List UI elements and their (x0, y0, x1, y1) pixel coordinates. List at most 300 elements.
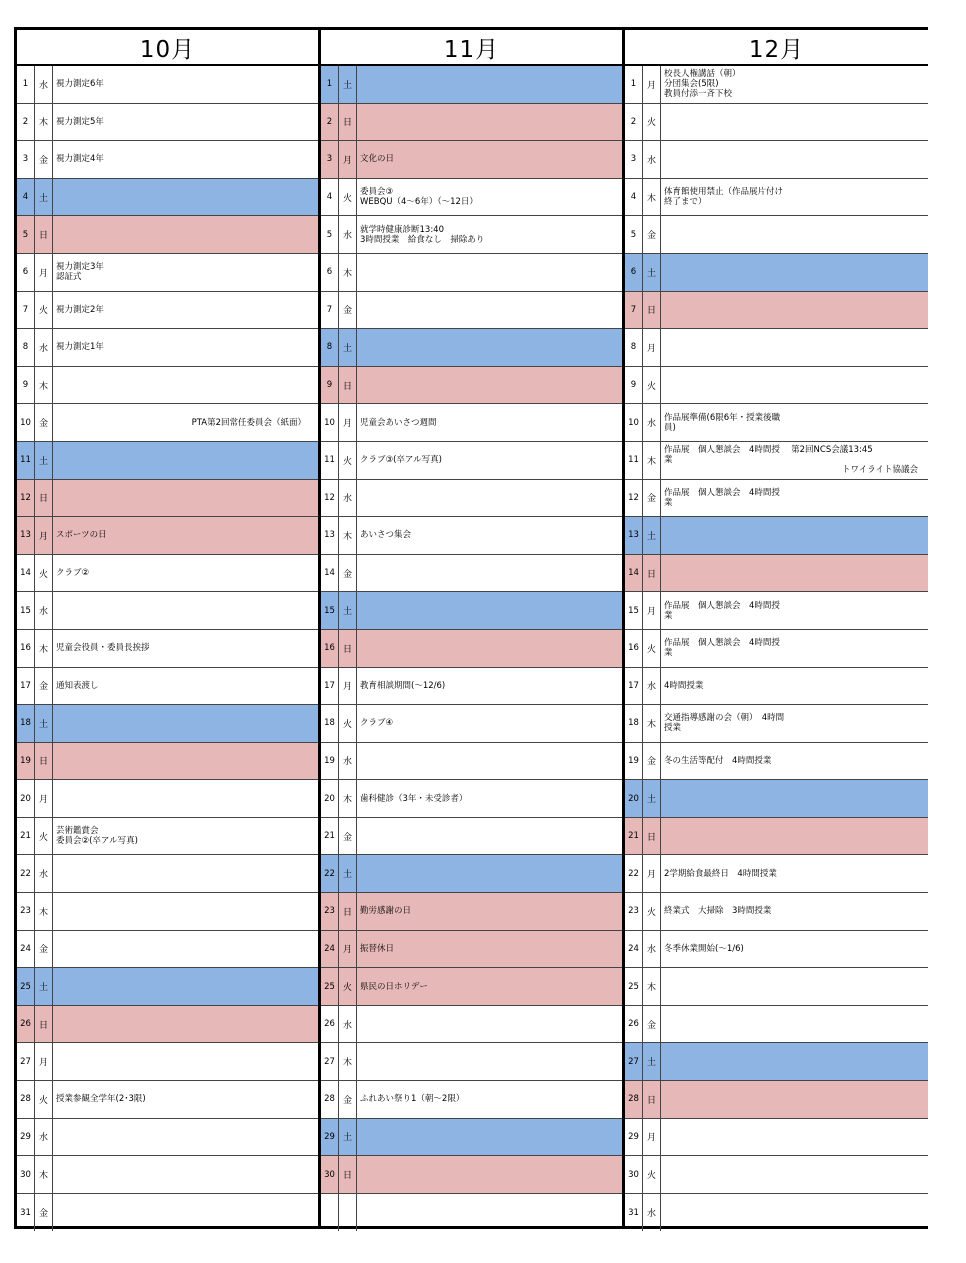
day-number: 5 (321, 216, 339, 253)
day-number: 14 (625, 555, 643, 592)
day-row (321, 66, 622, 104)
event-cell (357, 743, 622, 780)
day-number: 17 (17, 668, 35, 705)
weekday: 日 (339, 630, 357, 667)
day-row (625, 705, 928, 743)
weekday: 金 (339, 1081, 357, 1118)
event-text: あいさつ集会 (360, 530, 412, 541)
event-cell (357, 1081, 622, 1118)
day-number: 30 (17, 1156, 35, 1193)
day-row (17, 555, 318, 593)
day-number: 13 (321, 517, 339, 554)
day-row (17, 66, 318, 104)
day-row (321, 1119, 622, 1157)
day-number: 5 (625, 216, 643, 253)
day-row (17, 705, 318, 743)
event-cell (53, 1119, 318, 1156)
event-cell (53, 1081, 318, 1118)
weekday: 木 (35, 630, 53, 667)
weekday: 火 (35, 1081, 53, 1118)
event-text: 4時間授業 (664, 680, 704, 691)
weekday: 木 (35, 367, 53, 404)
event-cell (53, 743, 318, 780)
weekday: 火 (339, 705, 357, 742)
event-cell (53, 968, 318, 1005)
day-number: 14 (321, 555, 339, 592)
day-row (625, 780, 928, 818)
day-row (625, 1156, 928, 1194)
event-text: 授業 (664, 723, 682, 734)
day-list (17, 66, 318, 1231)
weekday: 月 (35, 1043, 53, 1080)
event-cell (53, 818, 318, 855)
event-text: クラブ② (56, 568, 90, 579)
event-cell (53, 592, 318, 629)
event-text: 通知表渡し (56, 680, 99, 691)
day-number: 1 (625, 66, 643, 103)
weekday: 水 (643, 1194, 661, 1232)
weekday: 土 (643, 517, 661, 554)
day-number: 6 (17, 254, 35, 291)
event-cell (661, 1081, 928, 1118)
day-number: 8 (321, 329, 339, 366)
day-row (17, 743, 318, 781)
event-cell (661, 818, 928, 855)
day-number: 15 (321, 592, 339, 629)
month-december (622, 30, 928, 1226)
weekday: 月 (339, 931, 357, 968)
event-cell (661, 668, 928, 705)
event-text: 2学期給食最終日 4時間授業 (664, 868, 777, 879)
day-number: 11 (625, 442, 643, 479)
day-row (321, 1043, 622, 1081)
weekday: 土 (35, 968, 53, 1005)
day-row (625, 1043, 928, 1081)
weekday: 土 (35, 179, 53, 216)
day-row (625, 254, 928, 292)
weekday: 火 (643, 104, 661, 141)
day-number: 27 (17, 1043, 35, 1080)
event-cell (53, 668, 318, 705)
day-row (625, 442, 928, 480)
day-row (17, 780, 318, 818)
day-row (625, 404, 928, 442)
event-cell (661, 292, 928, 329)
weekday: 木 (339, 517, 357, 554)
day-row (17, 1043, 318, 1081)
day-number: 29 (321, 1119, 339, 1156)
day-number: 2 (17, 104, 35, 141)
event-text: 県民の日ホリデー (360, 981, 428, 992)
weekday: 土 (643, 1043, 661, 1080)
day-row (17, 630, 318, 668)
day-number: 30 (625, 1156, 643, 1193)
weekday: 木 (643, 179, 661, 216)
event-cell (661, 893, 928, 930)
weekday: 水 (643, 404, 661, 441)
day-number: 26 (17, 1006, 35, 1043)
event-cell (661, 104, 928, 141)
day-row (17, 968, 318, 1006)
event-text: 教員付添一斉下校 (664, 89, 733, 100)
event-cell (357, 931, 622, 968)
event-text: 児童会役員・委員長挨拶 (56, 643, 150, 654)
day-number: 18 (625, 705, 643, 742)
weekday: 水 (35, 329, 53, 366)
event-cell (53, 1156, 318, 1193)
event-cell (53, 1194, 318, 1232)
event-cell (357, 480, 622, 517)
weekday: 金 (35, 141, 53, 178)
event-cell (661, 329, 928, 366)
weekday: 日 (643, 292, 661, 329)
day-number: 6 (321, 254, 339, 291)
day-row (321, 668, 622, 706)
day-number: 25 (17, 968, 35, 1005)
event-cell (661, 179, 928, 216)
day-number: 10 (321, 404, 339, 441)
day-number: 1 (321, 66, 339, 103)
day-number: 28 (321, 1081, 339, 1118)
weekday: 月 (339, 141, 357, 178)
event-cell (53, 141, 318, 178)
day-row (625, 141, 928, 179)
event-cell (661, 1043, 928, 1080)
event-cell (53, 855, 318, 892)
day-number: 13 (625, 517, 643, 554)
event-cell (661, 555, 928, 592)
event-text: 振替休日 (360, 943, 395, 954)
day-row (625, 1119, 928, 1157)
event-cell (53, 893, 318, 930)
weekday: 火 (35, 555, 53, 592)
weekday: 水 (339, 743, 357, 780)
weekday: 木 (35, 1156, 53, 1193)
day-row (17, 1006, 318, 1044)
weekday: 金 (643, 480, 661, 517)
event-text: 授業参観全学年(2･3限) (56, 1094, 146, 1105)
event-text: 視力測定3年 (56, 262, 104, 273)
event-text: 業 (664, 648, 673, 659)
event-text: 委員会③ (360, 187, 394, 198)
day-row (625, 968, 928, 1006)
day-row (17, 404, 318, 442)
weekday: 金 (35, 668, 53, 705)
day-row (625, 743, 928, 781)
weekday: 金 (643, 1006, 661, 1043)
event-cell (357, 1156, 622, 1193)
day-row (625, 592, 928, 630)
weekday: 木 (643, 968, 661, 1005)
event-cell (661, 968, 928, 1005)
event-cell (357, 1194, 622, 1232)
day-row (625, 517, 928, 555)
event-text: 交通指導感謝の会（朝） 4時間 (664, 713, 785, 724)
day-row (321, 855, 622, 893)
event-text: 教育相談期間(～12/6) (360, 680, 446, 691)
event-text: 児童会あいさつ週間 (360, 417, 437, 428)
event-cell (357, 893, 622, 930)
day-number: 23 (625, 893, 643, 930)
weekday: 金 (35, 931, 53, 968)
weekday: 月 (643, 1119, 661, 1156)
weekday: 金 (339, 555, 357, 592)
day-number: 2 (625, 104, 643, 141)
event-text: WEBQU（4～6年）（～12日） (360, 197, 478, 208)
event-cell (53, 480, 318, 517)
weekday: 土 (643, 780, 661, 817)
day-number: 28 (17, 1081, 35, 1118)
weekday: 木 (35, 893, 53, 930)
weekday: 月 (35, 517, 53, 554)
weekday: 日 (643, 818, 661, 855)
day-number: 29 (17, 1119, 35, 1156)
day-row (321, 592, 622, 630)
event-cell (661, 480, 928, 517)
event-cell (661, 592, 928, 629)
day-number: 11 (321, 442, 339, 479)
day-row (17, 104, 318, 142)
day-number: 29 (625, 1119, 643, 1156)
day-number: 11 (17, 442, 35, 479)
day-row (625, 1006, 928, 1044)
day-row (321, 254, 622, 292)
day-number: 31 (17, 1194, 35, 1232)
day-number: 3 (625, 141, 643, 178)
event-cell (357, 968, 622, 1005)
day-number: 16 (321, 630, 339, 667)
month-title: 10月 (17, 30, 318, 66)
day-number: 24 (625, 931, 643, 968)
day-row (321, 1006, 622, 1044)
day-row (321, 931, 622, 969)
day-row (17, 480, 318, 518)
event-text: 終了まで） (664, 197, 707, 208)
day-number: 27 (321, 1043, 339, 1080)
event-cell (53, 292, 318, 329)
weekday: 月 (35, 780, 53, 817)
day-row (625, 329, 928, 367)
event-cell (357, 1119, 622, 1156)
event-text: 冬季休業開始(～1/6) (664, 943, 744, 954)
weekday: 日 (35, 743, 53, 780)
month-october (14, 30, 318, 1226)
event-cell (53, 705, 318, 742)
day-row (625, 292, 928, 330)
event-cell (357, 216, 622, 253)
day-number: 8 (625, 329, 643, 366)
event-cell (661, 931, 928, 968)
day-row (17, 517, 318, 555)
day-number: 7 (321, 292, 339, 329)
day-row (625, 668, 928, 706)
event-cell (661, 855, 928, 892)
event-text: 業 (664, 455, 673, 466)
day-number: 21 (17, 818, 35, 855)
weekday: 木 (339, 780, 357, 817)
day-row (17, 893, 318, 931)
event-text: 3時間授業 給食なし 掃除あり (360, 234, 485, 245)
event-text: 終業式 大掃除 3時間授業 (664, 906, 772, 917)
day-row (625, 1194, 928, 1232)
event-cell (661, 367, 928, 404)
weekday: 日 (339, 893, 357, 930)
day-number: 10 (625, 404, 643, 441)
weekday: 水 (35, 855, 53, 892)
weekday: 水 (35, 1119, 53, 1156)
weekday: 火 (643, 893, 661, 930)
day-row (321, 480, 622, 518)
day-number: 12 (625, 480, 643, 517)
weekday: 土 (339, 66, 357, 103)
event-cell (357, 1043, 622, 1080)
weekday: 水 (339, 480, 357, 517)
weekday: 土 (35, 705, 53, 742)
day-row (321, 1156, 622, 1194)
day-number (321, 1194, 339, 1232)
event-cell (357, 555, 622, 592)
day-number: 28 (625, 1081, 643, 1118)
event-text: 業 (664, 497, 673, 508)
day-number: 27 (625, 1043, 643, 1080)
event-text: 芸術鑑賞会 (56, 826, 99, 837)
day-number: 4 (17, 179, 35, 216)
event-text: 認証式 (56, 272, 82, 283)
event-cell (661, 216, 928, 253)
day-number: 3 (17, 141, 35, 178)
event-cell (357, 630, 622, 667)
day-number: 19 (17, 743, 35, 780)
day-number: 1 (17, 66, 35, 103)
day-list (321, 66, 622, 1231)
weekday: 木 (643, 705, 661, 742)
day-number: 16 (625, 630, 643, 667)
weekday: 水 (643, 668, 661, 705)
weekday: 土 (339, 329, 357, 366)
day-number: 9 (625, 367, 643, 404)
day-row (321, 216, 622, 254)
day-row (625, 630, 928, 668)
weekday (339, 1194, 357, 1232)
weekday: 月 (35, 254, 53, 291)
event-cell (357, 705, 622, 742)
event-cell (357, 367, 622, 404)
event-text: 視力測定6年 (56, 79, 104, 90)
event-text: 視力測定4年 (56, 154, 104, 165)
event-text: 冬の生活等配付 4時間授業 (664, 755, 772, 766)
event-cell (661, 517, 928, 554)
event-cell (357, 104, 622, 141)
weekday: 水 (35, 66, 53, 103)
day-row (17, 141, 318, 179)
weekday: 火 (35, 292, 53, 329)
event-cell (357, 404, 622, 441)
weekday: 水 (339, 1006, 357, 1043)
day-number: 15 (625, 592, 643, 629)
weekday: 日 (35, 480, 53, 517)
weekday: 土 (35, 442, 53, 479)
weekday: 金 (35, 1194, 53, 1232)
weekday: 火 (339, 179, 357, 216)
event-cell (357, 592, 622, 629)
event-text: 作品展準備(6限6年・授業後職 (664, 412, 781, 423)
day-row (321, 442, 622, 480)
day-row (625, 104, 928, 142)
day-row (625, 931, 928, 969)
day-number: 14 (17, 555, 35, 592)
day-row (321, 705, 622, 743)
day-number: 19 (625, 743, 643, 780)
event-cell (357, 329, 622, 366)
event-cell (357, 141, 622, 178)
day-row (321, 968, 622, 1006)
event-cell (53, 179, 318, 216)
event-cell (53, 66, 318, 103)
day-row (321, 818, 622, 856)
weekday: 火 (35, 818, 53, 855)
weekday: 水 (339, 216, 357, 253)
day-number: 26 (625, 1006, 643, 1043)
event-text: 作品展 個人懇談会 4時間授 (664, 487, 780, 498)
day-number: 25 (321, 968, 339, 1005)
event-cell (357, 1006, 622, 1043)
event-cell (357, 66, 622, 103)
weekday: 月 (643, 66, 661, 103)
event-text: 視力測定2年 (56, 304, 104, 315)
day-row (321, 367, 622, 405)
event-cell (661, 66, 928, 103)
day-number: 20 (17, 780, 35, 817)
weekday: 火 (643, 367, 661, 404)
event-text: 作品展 個人懇談会 4時間授 第2回NCS会議13:45 (664, 445, 873, 456)
event-cell (53, 780, 318, 817)
event-cell (53, 1043, 318, 1080)
event-cell (53, 931, 318, 968)
day-row (321, 404, 622, 442)
event-cell (357, 780, 622, 817)
weekday: 月 (643, 329, 661, 366)
day-row (625, 66, 928, 104)
day-number: 20 (321, 780, 339, 817)
day-number: 20 (625, 780, 643, 817)
event-text: 文化の日 (360, 154, 395, 165)
event-text: 分団集会(5限) (664, 79, 719, 90)
day-number: 22 (321, 855, 339, 892)
day-row (321, 292, 622, 330)
day-number: 18 (17, 705, 35, 742)
event-cell (357, 668, 622, 705)
day-number: 9 (321, 367, 339, 404)
weekday: 日 (643, 1081, 661, 1118)
weekday: 火 (643, 630, 661, 667)
day-row (321, 780, 622, 818)
event-text: 就学時健康診断13:40 (360, 224, 444, 235)
weekday: 日 (35, 216, 53, 253)
day-number: 23 (321, 893, 339, 930)
event-cell (661, 743, 928, 780)
day-number: 6 (625, 254, 643, 291)
event-text: 体育館使用禁止（作品展片付け (664, 187, 784, 198)
day-number: 23 (17, 893, 35, 930)
event-cell (661, 442, 928, 479)
month-title: 12月 (625, 30, 928, 66)
event-cell (53, 517, 318, 554)
day-row (17, 1194, 318, 1232)
day-row (321, 893, 622, 931)
day-row (17, 292, 318, 330)
day-row (321, 329, 622, 367)
day-row (17, 179, 318, 217)
